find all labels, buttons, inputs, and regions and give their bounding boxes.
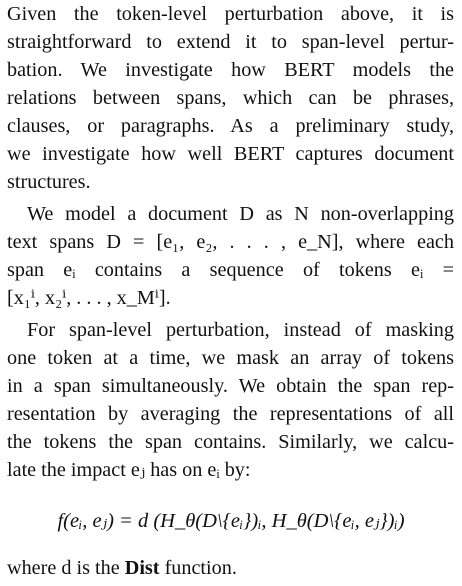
closing-prefix: where d is the bbox=[7, 557, 125, 579]
text-line: structures. bbox=[7, 171, 91, 193]
closing-suffix: function. bbox=[159, 557, 237, 579]
text-line: We model a document D as N non-overlapping bbox=[27, 203, 454, 225]
text-line: we investigate how well BERT captures document bbox=[7, 143, 454, 165]
text-line: the tokens the span contains. Similarly, we calcu- bbox=[7, 431, 454, 453]
closing-line bbox=[7, 556, 454, 580]
text-line: late the impact eⱼ has on eᵢ by: bbox=[7, 459, 251, 481]
text-line: span eᵢ contains a sequence of tokens eᵢ = bbox=[7, 259, 454, 281]
text-line: For span-level perturbation, instead of masking bbox=[27, 319, 454, 341]
equation: f(eᵢ, eⱼ) = d (H_θ(D\{eᵢ})ᵢ, H_θ(D\{eᵢ, eⱼ})ᵢ) bbox=[57, 510, 405, 532]
text-line: text spans D = [e₁, e₂, . . . , e_N], where each bbox=[7, 231, 454, 253]
text-line: [x₁ⁱ, x₂ⁱ, . . . , x_Mⁱ]. bbox=[7, 287, 171, 309]
text-line: in a span simultaneously. We obtain the span rep- bbox=[7, 375, 454, 397]
text-line: straightforward to extend it to span-level pertur- bbox=[7, 31, 454, 53]
text-line: clauses, or paragraphs. As a preliminary study, bbox=[7, 115, 454, 137]
dist-term: Dist bbox=[124, 557, 160, 579]
text-line: relations between spans, which can be phrases, bbox=[7, 87, 454, 109]
text-line: resentation by averaging the representations of all bbox=[7, 403, 454, 425]
text-line: one token at a time, we mask an array of tokens bbox=[7, 347, 454, 369]
text-line: Given the token-level perturbation above, it is bbox=[7, 3, 454, 25]
text-line: bation. We investigate how BERT models the bbox=[7, 59, 454, 81]
